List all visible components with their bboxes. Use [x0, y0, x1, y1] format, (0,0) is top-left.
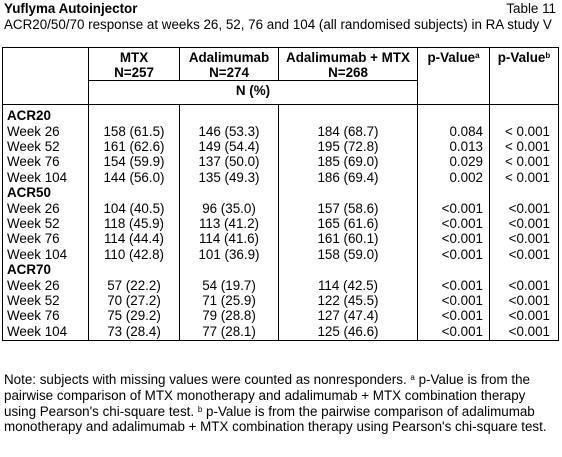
cell-mtx: 75 (29.2): [89, 308, 180, 323]
cell-pvalue-a: <0.001: [418, 293, 490, 308]
col-adalimumab-name: Adalimumab: [188, 50, 270, 65]
cell-week: Week 104: [3, 324, 89, 341]
cell-week: Week 26: [3, 124, 89, 139]
group-empty-cell: [418, 262, 490, 277]
table-row: [3, 308, 559, 323]
group-empty-cell: [180, 185, 279, 200]
col-pvalue-b: [490, 48, 559, 105]
group-empty-cell: [89, 262, 180, 277]
cell-pvalue-b: < 0.001: [490, 170, 559, 185]
cell-pvalue-b: <0.001: [490, 247, 559, 262]
cell-pvalue-b: <0.001: [490, 324, 559, 341]
table-row: [3, 216, 559, 231]
col-combination-name: Adalimumab + MTX: [286, 50, 410, 65]
cell-pvalue-a: 0.029: [418, 154, 490, 169]
cell-adalimumab: 149 (54.4): [180, 139, 279, 154]
group-empty-cell: [418, 105, 490, 124]
table-row: [3, 201, 559, 216]
group-empty-cell: [279, 105, 418, 124]
cell-pvalue-a: <0.001: [418, 216, 490, 231]
group-row: [3, 105, 559, 124]
cell-mtx: 144 (56.0): [89, 170, 180, 185]
cell-mtx: 118 (45.9): [89, 216, 180, 231]
table-row: [3, 170, 559, 185]
group-empty-cell: [279, 262, 418, 277]
header-row: [4, 2, 556, 17]
col-pvalue-a-sup: a: [475, 51, 480, 60]
cell-pvalue-b: <0.001: [490, 278, 559, 293]
cell-adalimumab: 135 (49.3): [180, 170, 279, 185]
footnote-sup-b: b: [197, 404, 203, 414]
col-combination-n: N=268: [328, 64, 368, 80]
cell-pvalue-a: <0.001: [418, 308, 490, 323]
group-empty-cell: [180, 105, 279, 124]
cell-pvalue-b: <0.001: [490, 216, 559, 231]
cell-week: Week 52: [3, 139, 89, 154]
group-empty-cell: [279, 185, 418, 200]
cell-week: Week 26: [3, 278, 89, 293]
cell-mtx: 161 (62.6): [89, 139, 180, 154]
cell-mtx: 70 (27.2): [89, 293, 180, 308]
cell-mtx: 57 (22.2): [89, 278, 180, 293]
cell-adalimumab: 114 (41.6): [180, 231, 279, 246]
group-label: ACR50: [3, 185, 89, 200]
table-row: [3, 278, 559, 293]
cell-week: Week 52: [3, 216, 89, 231]
table-row: [3, 293, 559, 308]
footnote: [4, 372, 558, 435]
group-label: ACR70: [3, 262, 89, 277]
cell-pvalue-b: < 0.001: [490, 154, 559, 169]
col-mtx-n: N=257: [114, 64, 154, 80]
group-empty-cell: [89, 105, 180, 124]
cell-week: Week 76: [3, 154, 89, 169]
cell-mtx: 104 (40.5): [89, 201, 180, 216]
cell-pvalue-a: 0.084: [418, 124, 490, 139]
group-empty-cell: [180, 262, 279, 277]
cell-mtx: 114 (44.4): [89, 231, 180, 246]
cell-adalimumab: 71 (25.9): [180, 293, 279, 308]
acr-response-table: [2, 47, 559, 341]
cell-week: Week 76: [3, 231, 89, 246]
cell-pvalue-a: <0.001: [418, 231, 490, 246]
table-row: [3, 247, 559, 262]
cell-adalimumab: 113 (41.2): [180, 216, 279, 231]
cell-mtx: 73 (28.4): [89, 324, 180, 341]
cell-week: Week 104: [3, 170, 89, 185]
cell-combination: 122 (45.5): [279, 293, 418, 308]
cell-pvalue-a: <0.001: [418, 278, 490, 293]
cell-mtx: 158 (61.5): [89, 124, 180, 139]
col-mtx: [89, 48, 180, 81]
cell-pvalue-a: 0.002: [418, 170, 490, 185]
cell-combination: 114 (42.5): [279, 278, 418, 293]
cell-combination: 157 (58.6): [279, 201, 418, 216]
cell-mtx: 154 (59.9): [89, 154, 180, 169]
group-empty-cell: [490, 262, 559, 277]
cell-adalimumab: 96 (35.0): [180, 201, 279, 216]
table-row: [3, 324, 559, 341]
cell-combination: 184 (68.7): [279, 124, 418, 139]
col-pvalue-b-label: p-Value: [497, 50, 546, 65]
cell-pvalue-b: < 0.001: [490, 124, 559, 139]
table-row: [3, 231, 559, 246]
group-empty-cell: [490, 105, 559, 124]
cell-adalimumab: 137 (50.0): [180, 154, 279, 169]
footnote-part1: Note: subjects with missing values were counted as nonresponders.: [4, 372, 411, 387]
group-empty-cell: [418, 185, 490, 200]
cell-combination: 125 (46.6): [279, 324, 418, 341]
cell-pvalue-b: <0.001: [490, 308, 559, 323]
cell-week: Week 26: [3, 201, 89, 216]
group-row: [3, 262, 559, 277]
cell-combination: 127 (47.4): [279, 308, 418, 323]
cell-adalimumab: 77 (28.1): [180, 324, 279, 341]
cell-pvalue-a: <0.001: [418, 247, 490, 262]
col-combination: [279, 48, 418, 81]
table-number: Table 11: [506, 1, 556, 16]
cell-combination: 195 (72.8): [279, 139, 418, 154]
col-pvalue-a: [418, 48, 490, 105]
cell-pvalue-a: <0.001: [418, 324, 490, 341]
cell-pvalue-b: < 0.001: [490, 139, 559, 154]
col-adalimumab: [180, 48, 279, 81]
product-title: Yuflyma Autoinjector: [4, 1, 138, 16]
cell-week: Week 52: [3, 293, 89, 308]
group-empty-cell: [490, 185, 559, 200]
unit-label: N (%): [89, 81, 418, 105]
cell-week: Week 76: [3, 308, 89, 323]
cell-pvalue-b: <0.001: [490, 293, 559, 308]
table-caption: ACR20/50/70 response at weeks 26, 52, 76 and 104 (all randomised subjects) in RA study V: [4, 16, 552, 32]
cell-combination: 165 (61.6): [279, 216, 418, 231]
col-mtx-name: MTX: [119, 50, 149, 65]
group-empty-cell: [89, 185, 180, 200]
col-adalimumab-n: N=274: [209, 64, 249, 80]
table-row: [3, 139, 559, 154]
cell-combination: 161 (60.1): [279, 231, 418, 246]
cell-combination: 185 (69.0): [279, 154, 418, 169]
cell-pvalue-b: <0.001: [490, 231, 559, 246]
col-pvalue-a-label: p-Value: [427, 50, 476, 65]
document-header: [4, 2, 556, 32]
table-header: [3, 48, 559, 105]
table-body: [3, 105, 559, 341]
footnote-sup-a: a: [410, 373, 415, 382]
table-row: [3, 124, 559, 139]
cell-combination: 186 (69.4): [279, 170, 418, 185]
cell-adalimumab: 146 (53.3): [180, 124, 279, 139]
footnote-part2: p-Value is from the pairwise comparison of MTX monotherapy and adalimumab + MTX combination therapy using Pearson's chi-square test.: [4, 372, 530, 419]
cell-mtx: 110 (42.8): [89, 247, 180, 262]
footnote-part3: p-Value is from the pairwise comparison of adalimumab monotherapy and adalimumab + MTX combination therapy using Pearson's chi-square test.: [4, 403, 547, 435]
table-row: [3, 154, 559, 169]
cell-week: Week 104: [3, 247, 89, 262]
header-row-columns: [3, 48, 559, 81]
cell-adalimumab: 101 (36.9): [180, 247, 279, 262]
cell-adalimumab: 79 (28.8): [180, 308, 279, 323]
group-label: ACR20: [3, 105, 89, 124]
cell-combination: 158 (59.0): [279, 247, 418, 262]
header-empty-cell: [3, 48, 89, 105]
cell-pvalue-b: <0.001: [490, 201, 559, 216]
col-pvalue-b-sup: b: [545, 51, 551, 60]
group-row: [3, 185, 559, 200]
cell-adalimumab: 54 (19.7): [180, 278, 279, 293]
cell-pvalue-a: <0.001: [418, 201, 490, 216]
cell-pvalue-a: 0.013: [418, 139, 490, 154]
